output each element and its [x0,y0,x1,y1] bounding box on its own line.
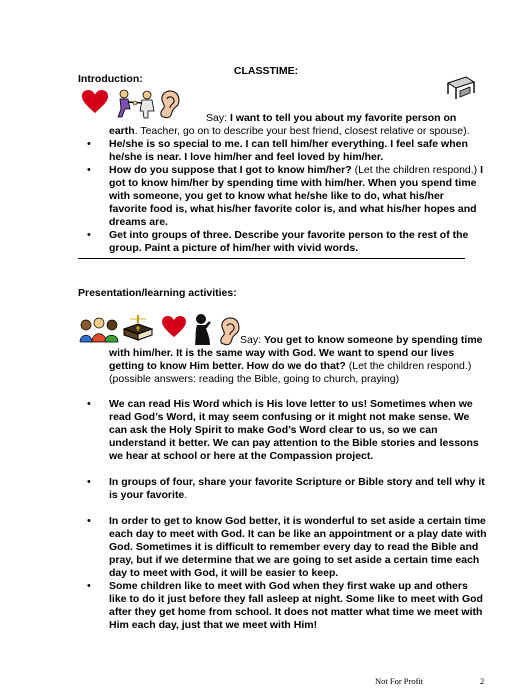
school-desk-icon [446,75,476,101]
say-rest-text: . Teacher, go on to describe your best friend, closest relative or spouse). [134,125,470,137]
intro-bullet-list [109,138,484,255]
section-divider [78,258,465,259]
list-item: • We can read His Word which is His love letter to us! Sometimes when we read God’s Word, it may seem confusing or it might not make sense. We can ask the Holy Spirit to make God’s Word clear to us, so we can understand it better. We can pay attention to the Bible stories and lessons we hear at school or here at the Compassion project. [109,398,487,463]
say-label: Say: [206,112,228,124]
list-item: • In order to get to know God better, it is wonderful to set aside a certain time each day to meet with God. It can be like an appointment or a play date with God. Sometimes it is difficult to remember every day to read the Bible and pray, but if we determine that we are going to set aside a certain time each day to meet with God, it will be easier to keep. [109,515,487,580]
intro-heading: Introduction: [78,73,143,85]
list-item: • Get into groups of three. Describe your favorite person to the rest of the group. Paint a picture of him/her with vivid words. [109,229,484,255]
list-item: • Some children like to meet with God when they first wake up and others like to do it just before they fall asleep at night. Some like to meet with God after they get home from school. It does not matter what time we meet with Him each day, just that we meet with Him! [109,580,487,632]
say-label: Say: [240,334,262,346]
say-bold-text: I want to tell you about my favorite person on earth [109,112,457,137]
presentation-bullet-list [109,398,487,632]
page-number: 2 [480,676,485,686]
heart-icon [82,90,108,114]
footer-note: Not For Profit [375,676,424,686]
say-rest-text: (Let the children respond.) (possible answers: reading the Bible, going to church, praying) [109,360,472,385]
intro-say-paragraph [109,112,479,138]
presentation-heading: Presentation/learning activities: [78,287,237,299]
list-item: • He/she is so special to me. I can tell him/her everything. I feel safe when he/she is near. I love him/her and feel loved by him/her. [109,138,484,164]
presentation-say-paragraph [109,334,484,386]
say-bold-text: You get to know someone by spending time with him/her. It is the same way with God. We want to spend our lives getting to know Him better. How do we do that? [109,334,483,372]
page-title: CLASSTIME: [233,65,299,77]
list-item: • In groups of four, share your favorite Scripture or Bible story and tell why it is your favorite. [109,476,487,502]
list-item: • How do you suppose that I got to know him/her? (Let the children respond.) I got to know him/her by spending time with him/her. When you spend time with someone, you get to know what he/she like to do, what his/her favorite food is, what his/her favorite color is, and what his/her hopes and dreams are. [109,164,484,229]
